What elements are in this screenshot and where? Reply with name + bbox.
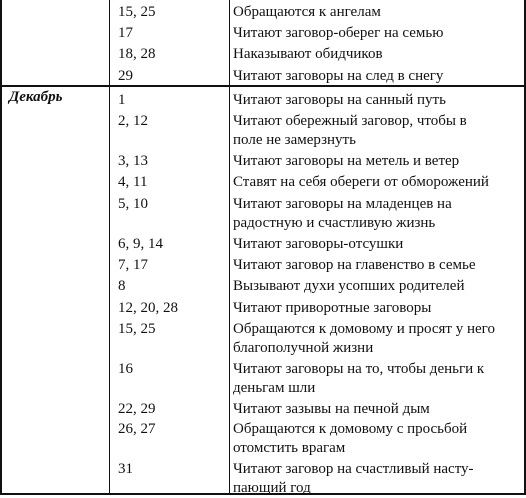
row-dates: 29 [118,68,133,84]
row-description [233,235,523,254]
row-description [233,256,523,275]
row-description [233,3,523,22]
row-description-line: Обращаются к домовому и просят у него [233,321,495,337]
row-description-line: отомстить врагам [233,440,346,456]
row-dates: 18, 28 [118,46,156,62]
row-description [233,277,523,296]
column-divider-month [109,0,110,495]
row-description-line: Читают заговоры на младенцев на [233,196,452,212]
row-description-line: Обращаются к ангелам [233,4,381,20]
row-description [233,400,523,419]
row-description-line: Читают заговоры на санный путь [233,92,446,108]
row-dates: 3, 13 [118,153,148,169]
row-dates: 1 [118,92,126,108]
row-dates: 31 [118,461,133,477]
row-description-line: Читают обережный заговор, чтобы в [233,113,467,129]
row-description [233,112,523,150]
row-dates: 22, 29 [118,401,156,417]
row-description-line: Читают заговоры на метель и ветер [233,153,460,169]
row-description-line: Читают заговоры на след в снегу [233,68,444,84]
row-description-line: пающий год [233,480,311,496]
table-left-border [0,0,2,495]
column-divider-dates [229,0,230,495]
row-description-line: благополучной жизни [233,340,374,356]
row-dates: 6, 9, 14 [118,236,163,252]
row-description [233,91,523,110]
row-description [233,299,523,318]
row-dates: 7, 17 [118,257,148,273]
row-dates: 17 [118,25,133,41]
row-description [233,360,523,398]
row-description-line: Читают заговор-оберег на семью [233,25,444,41]
row-description [233,460,523,498]
row-description [233,24,523,43]
row-description-line: Вызывают духи усопших родителей [233,278,465,294]
row-description-line: Читают зазывы на печной дым [233,401,430,417]
row-description [233,420,523,458]
row-description-line: поле не замерзнуть [233,132,356,148]
row-dates: 16 [118,361,133,377]
row-description [233,67,523,86]
row-dates: 8 [118,278,126,294]
row-dates: 15, 25 [118,4,156,20]
row-dates: 12, 20, 28 [118,300,178,316]
row-description-line: Читают заговоры на то, чтобы деньги к [233,361,485,377]
row-description-line: Обращаются к домовому с просьбой [233,421,468,437]
row-dates: 4, 11 [118,174,148,190]
row-description [233,45,523,64]
row-description-line: Наказывают обидчиков [233,46,383,62]
row-description [233,152,523,171]
month-label-december: Декабрь [9,89,63,105]
row-description-line: Ставят на себя обереги от обморожений [233,174,489,190]
row-description-line: Читают заговор на счастливый насту- [233,461,474,477]
row-description-line: радостную и счастливую жизнь [233,215,436,231]
row-description-line: Читают приворотные заговоры [233,300,432,316]
row-description-line: деньгам шли [233,380,316,396]
row-description [233,173,523,192]
row-dates: 26, 27 [118,421,156,437]
row-dates: 15, 25 [118,321,156,337]
row-dates: 5, 10 [118,196,148,212]
row-description-line: Читают заговор на главенство в семье [233,257,476,273]
row-description [233,320,523,358]
row-description [233,195,523,233]
row-description-line: Читают заговоры-отсушки [233,236,404,252]
row-dates: 2, 12 [118,113,148,129]
